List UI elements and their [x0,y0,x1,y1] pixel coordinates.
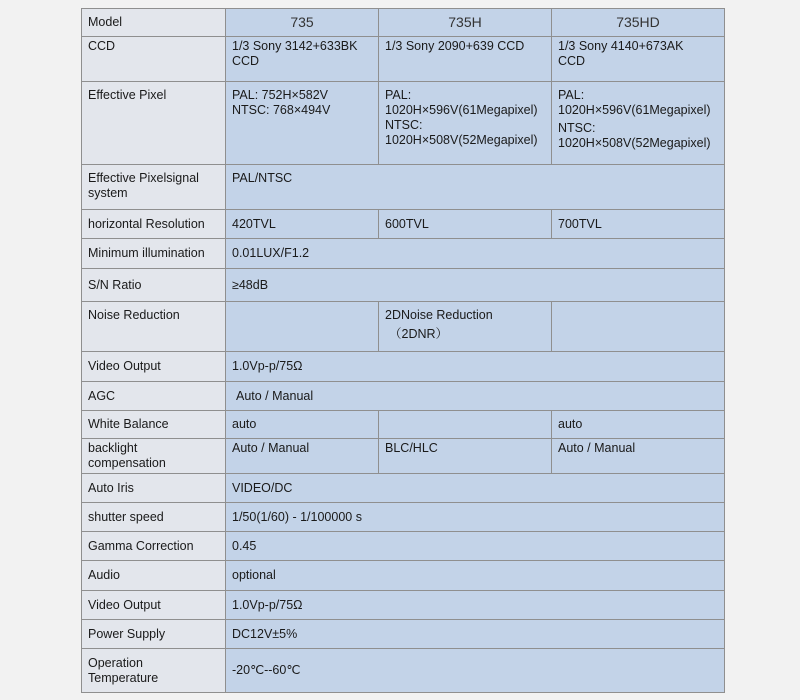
illumination-row [82,239,725,269]
sn-value: ≥48dB [226,269,725,302]
backlight-735: Auto / Manual [226,439,379,474]
backlight-735h: BLC/HLC [379,439,552,474]
agc-row [82,382,725,411]
gamma-label: Gamma Correction [82,532,226,561]
auto-iris-row [82,474,725,503]
resolution-label: horizontal Resolution [82,210,226,239]
video-output-row [82,352,725,382]
illumination-label: Minimum illumination [82,239,226,269]
temperature-row [82,649,725,693]
pixel-735: PAL: 752H×582V NTSC: 768×494V [226,82,379,165]
agc-label: AGC [82,382,226,411]
temperature-value: -20℃--60℃ [226,649,725,693]
model-735hd-header: 735HD [552,9,725,37]
power-supply-value: DC12V±5% [226,620,725,649]
pixel-735hd: PAL: 1020H×596V(61Megapixel) NTSC: 1020H×508V(52Megapixel) [552,82,725,165]
power-supply-label: Power Supply [82,620,226,649]
audio-label: Audio [82,561,226,591]
ccd-label: CCD [82,37,226,82]
audio-row [82,561,725,591]
noise-735h: 2DNoise Reduction （2DNR） [379,302,552,352]
white-balance-row [82,411,725,439]
audio-value: optional [226,561,725,591]
power-supply-row [82,620,725,649]
shutter-value: 1/50(1/60) - 1/100000 s [226,503,725,532]
model-735h-header: 735H [379,9,552,37]
temperature-label: Operation Temperature [82,649,226,693]
signal-value: PAL/NTSC [226,165,725,210]
backlight-row [82,439,725,474]
white-balance-735: auto [226,411,379,439]
video-output-value: 1.0Vp-p/75Ω [226,352,725,382]
pixel-735h: PAL: 1020H×596V(61Megapixel) NTSC: 1020H×508V(52Megapixel) [379,82,552,165]
shutter-label: shutter speed [82,503,226,532]
resolution-row [82,210,725,239]
model-label: Model [82,9,226,37]
illumination-value: 0.01LUX/F1.2 [226,239,725,269]
sn-row [82,269,725,302]
agc-value: Auto / Manual [226,382,725,411]
spec-table [81,8,725,693]
backlight-735hd: Auto / Manual [552,439,725,474]
white-balance-735h [379,411,552,439]
noise-735 [226,302,379,352]
noise-row [82,302,725,352]
resolution-735: 420TVL [226,210,379,239]
white-balance-label: White Balance [82,411,226,439]
video-output-label-2: Video Output [82,591,226,620]
noise-label: Noise Reduction [82,302,226,352]
ccd-735hd: 1/3 Sony 4140+673AK CCD [552,37,725,82]
pixel-label: Effective Pixel [82,82,226,165]
noise-735hd [552,302,725,352]
auto-iris-label: Auto Iris [82,474,226,503]
resolution-735hd: 700TVL [552,210,725,239]
ccd-735: 1/3 Sony 3142+633BK CCD [226,37,379,82]
gamma-row [82,532,725,561]
signal-row [82,165,725,210]
video-output-value-2: 1.0Vp-p/75Ω [226,591,725,620]
model-735-header: 735 [226,9,379,37]
header-row [82,9,725,37]
ccd-row [82,37,725,82]
white-balance-735hd: auto [552,411,725,439]
backlight-label: backlight compensation [82,439,226,474]
ccd-735h: 1/3 Sony 2090+639 CCD [379,37,552,82]
pixel-row [82,82,725,165]
video-output-label: Video Output [82,352,226,382]
resolution-735h: 600TVL [379,210,552,239]
signal-label: Effective Pixelsignal system [82,165,226,210]
sn-label: S/N Ratio [82,269,226,302]
gamma-value: 0.45 [226,532,725,561]
shutter-row [82,503,725,532]
video-output-row-2 [82,591,725,620]
auto-iris-value: VIDEO/DC [226,474,725,503]
